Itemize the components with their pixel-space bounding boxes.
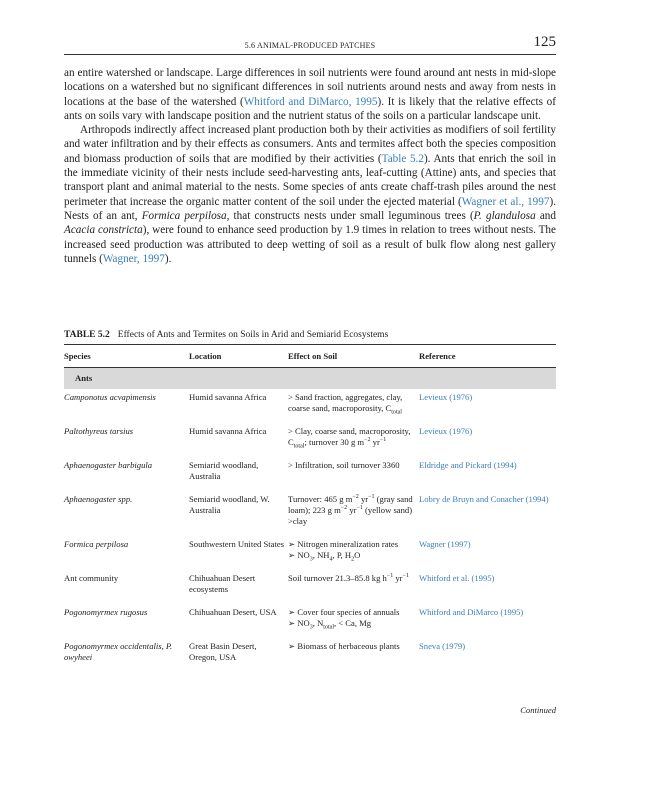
page-number: 125 — [533, 34, 556, 50]
location-cell: Chihuahuan Desert ecosystems — [189, 573, 256, 594]
species-name: Formica perpilosa — [141, 209, 227, 222]
table-row — [64, 570, 556, 604]
effect-cell: ➢ Cover four species of annuals ➢ $NO_3$, $N_{total}$, < Ca, Mg — [288, 607, 400, 631]
location-cell: Great Basin Desert, Oregon, USA — [189, 641, 257, 662]
citation-link[interactable]: Wagner et al., 1997 — [461, 195, 550, 208]
table-row — [64, 389, 556, 423]
location-cell: Southwestern United States — [189, 539, 284, 549]
reference-link[interactable]: Eldridge and Pickard (1994) — [419, 460, 517, 470]
text-run: and — [535, 209, 556, 222]
continued-note: Continued — [520, 705, 556, 715]
table-row — [64, 457, 556, 491]
text-run: Arthropods indirectly affect increased plant production both by their activities as modifiers of soil fertility and water infiltration and by their effects as consumers. Ants and termites affect both the species composition and biomass production of soils that are modified by their activities ( — [64, 124, 556, 165]
reference-link[interactable]: Whitford and DiMarco (1995) — [419, 607, 524, 617]
table-link[interactable]: Table 5.2 — [381, 152, 424, 165]
data-table — [64, 344, 556, 672]
running-head: 5.6 ANIMAL-PRODUCED PATCHES — [244, 41, 376, 50]
species-cell: Paltothyreus tarsius — [64, 426, 134, 436]
reference-link[interactable]: Lobry de Bruyn and Conacher (1994) — [419, 494, 549, 504]
col-header-location: Location — [189, 345, 288, 368]
effect-cell: Soil turnover 21.3–85.8 kg $h^{-1}$ $yr^{-1}$ — [288, 573, 409, 583]
table-row — [64, 536, 556, 570]
citation-link[interactable]: Wagner, 1997 — [102, 252, 165, 265]
location-cell: Chihuahuan Desert, USA — [189, 607, 277, 617]
page-header — [64, 30, 556, 55]
effect-cell: > Infiltration, soil turnover 3360 — [288, 460, 400, 470]
location-cell: Humid savanna Africa — [189, 392, 267, 402]
table-row — [64, 491, 556, 536]
species-cell: Aphaenogaster spp. — [64, 494, 133, 504]
table-row — [64, 638, 556, 672]
species-name: P. glandulosa — [473, 209, 536, 222]
location-cell: Humid savanna Africa — [189, 426, 267, 436]
table-title: Effects of Ants and Termites on Soils in Arid and Semiarid Ecosystems — [117, 330, 389, 340]
effect-cell: ➢ Biomass of herbaceous plants — [288, 641, 400, 651]
species-cell: Pogonomyrmex rugosus — [64, 607, 148, 617]
table-section-row — [64, 368, 556, 390]
table-row — [64, 604, 556, 638]
col-header-reference: Reference — [419, 345, 556, 368]
reference-link[interactable]: Levieux (1976) — [419, 392, 473, 402]
location-cell: Semiarid woodland, Australia — [189, 460, 259, 481]
text-run: ). Nests of an ant, — [64, 195, 556, 222]
text-run: ), were found to enhance seed production by 1.9 times in relation to trees without nests. The increased seed production was attributed to deep wetting of soil as a result of bulk flow along nest gallery tunnels ( — [64, 224, 556, 265]
species-cell: Pogonomyrmex occidentalis, P. owyheei — [64, 641, 173, 662]
species-name: Acacia constricta — [64, 224, 143, 237]
species-cell: Ant community — [64, 573, 119, 583]
table-row — [64, 423, 556, 457]
text-run: ). Ants that enrich the soil in the immediate vicinity of their nests include seed-harvesting ants, leaf-cutting (Attine) ants, and species that transport plant and animal material to the nests. Some species of ants create chaff-trash piles around the nest perimeter that increase the organic matter content of the soil under the ejected material ( — [64, 152, 556, 208]
paragraph-1 — [64, 66, 556, 123]
table-label: TABLE 5.2 — [64, 330, 110, 340]
reference-link[interactable]: Whitford et al. (1995) — [419, 573, 495, 583]
table-caption — [64, 330, 388, 340]
species-cell: Camponotus acvapimensis — [64, 392, 156, 402]
col-header-effect: Effect on Soil — [288, 345, 419, 368]
paragraph-2 — [64, 123, 556, 266]
text-run: an entire watershed or landscape. Large differences in soil nutrients were found around ant nests in mid-slope locations on a watershed but no significant differences in soil nutrients around nests and away from nests in locations at the base of the watershed ( — [64, 67, 556, 108]
effect-cell: > Sand fraction, aggregates, clay, coarse sand, macroporosity, $C_{total}$ — [288, 392, 403, 416]
citation-link[interactable]: Whitford and DiMarco, 1995 — [243, 95, 378, 108]
effect-cell: Turnover: 465 g $m^{-2}$ $yr^{-1}$ (gray sand loam); 223 g $m^{-2}$ $yr^{-1}$ (yellow sand) >clay — [288, 494, 413, 526]
effect-cell: ➢ Nitrogen mineralization rates ➢ $NO_3$, $NH_4$, P, $H_2O$ — [288, 539, 399, 563]
section-label: Ants — [64, 368, 556, 390]
col-header-species: Species — [64, 345, 189, 368]
reference-link[interactable]: Levieux (1976) — [419, 426, 473, 436]
table-header-row — [64, 345, 556, 368]
text-run: , that constructs nests under small leguminous trees ( — [226, 209, 474, 222]
text-run: ). It is likely that the relative effects of ants on soils vary with landscape position and the nutrient status of the soils on a particular landscape unit. — [64, 95, 557, 122]
reference-link[interactable]: Wagner (1997) — [419, 539, 471, 549]
reference-link[interactable]: Sneva (1979) — [419, 641, 466, 651]
effect-cell: > Clay, coarse sand, macroporosity, $C_{total}$; turnover 30 g $m^{-2}$ $yr^{-1}$ — [288, 426, 411, 450]
location-cell: Semiarid woodland, W. Australia — [189, 494, 270, 515]
body-text — [64, 66, 556, 266]
species-cell: Formica perpilosa — [64, 539, 129, 549]
species-cell: Aphaenogaster barbigula — [64, 460, 153, 470]
text-run: ). — [164, 252, 172, 265]
